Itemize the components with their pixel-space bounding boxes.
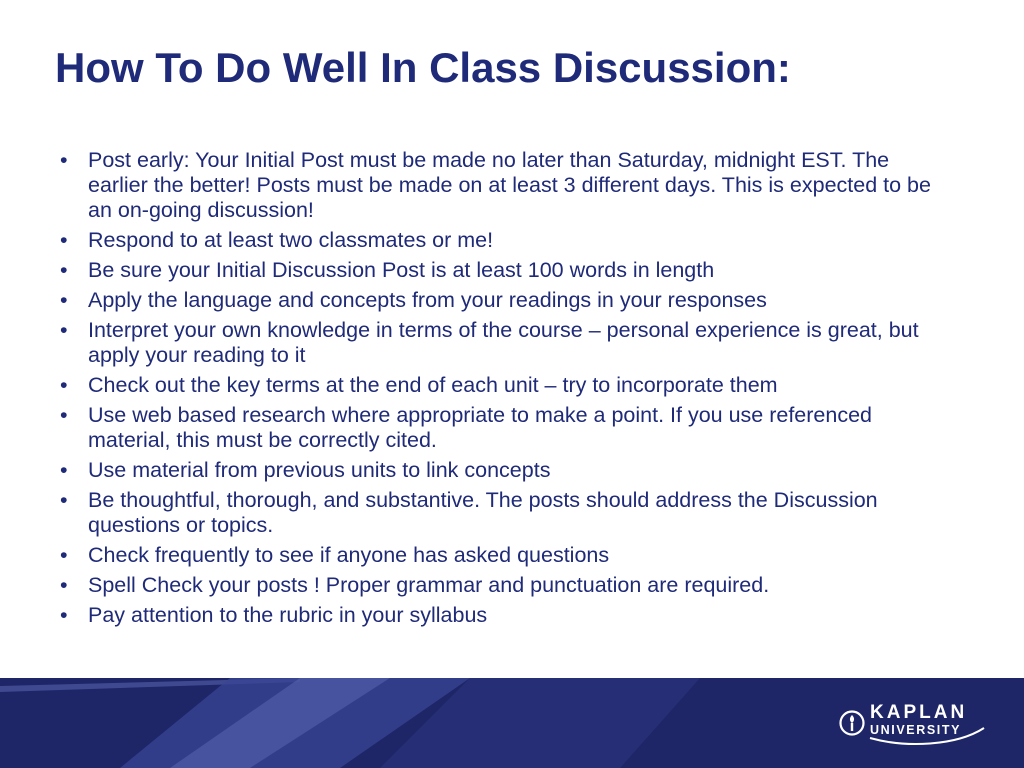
list-item	[58, 458, 948, 483]
list-item	[58, 543, 948, 568]
bullet-text: Apply the language and concepts from your readings in your responses	[88, 288, 767, 312]
bullet-icon: •	[60, 373, 68, 397]
list-item	[58, 373, 948, 398]
bullet-icon: •	[60, 488, 68, 512]
bullet-text: Interpret your own knowledge in terms of the course – personal experience is great, but apply your reading to it	[88, 318, 919, 367]
bullet-text: Be thoughtful, thorough, and substantive. The posts should address the Discussion questions or topics.	[88, 488, 878, 537]
bullet-list	[58, 148, 948, 633]
bullet-text: Pay attention to the rubric in your syllabus	[88, 603, 488, 627]
list-item	[58, 148, 948, 223]
bullet-text: Be sure your Initial Discussion Post is at least 100 words in length	[88, 258, 715, 282]
list-item	[58, 228, 948, 253]
list-item	[58, 318, 948, 368]
bullet-text: Use web based research where appropriate to make a point. If you use referenced material, this must be correctly cited.	[88, 403, 873, 452]
logo-line-1: KAPLAN	[870, 702, 968, 723]
bullet-text: Respond to at least two classmates or me!	[88, 228, 494, 252]
list-item	[58, 603, 948, 628]
bullet-icon: •	[60, 543, 68, 567]
bullet-icon: •	[60, 573, 68, 597]
slide-title: How To Do Well In Class Discussion:	[55, 44, 791, 91]
bullet-text: Post early: Your Initial Post must be made no later than Saturday, midnight EST. The earlier the better! Posts must be made on at least 3 different days. This is expected to be an on-going discussion!	[88, 148, 931, 222]
bullet-icon: •	[60, 603, 68, 627]
torch-seal-icon	[841, 712, 864, 735]
list-item	[58, 403, 948, 453]
bullet-text: Check out the key terms at the end of each unit – try to incorporate them	[88, 373, 778, 397]
kaplan-logo-text	[870, 703, 967, 737]
bullet-text: Spell Check your posts ! Proper grammar and punctuation are required.	[88, 573, 770, 597]
bullet-icon: •	[60, 148, 68, 172]
bullet-icon: •	[60, 288, 68, 312]
list-item	[58, 573, 948, 598]
bullet-icon: •	[60, 458, 68, 482]
logo-line-2: UNIVERSITY	[870, 723, 962, 737]
list-item	[58, 288, 948, 313]
bullet-icon: •	[60, 228, 68, 252]
bullet-text: Use material from previous units to link concepts	[88, 458, 551, 482]
bullet-icon: •	[60, 318, 68, 342]
list-item	[58, 258, 948, 283]
list-item	[58, 488, 948, 538]
bullet-icon: •	[60, 403, 68, 427]
bullet-text: Check frequently to see if anyone has asked questions	[88, 543, 610, 567]
bullet-icon: •	[60, 258, 68, 282]
